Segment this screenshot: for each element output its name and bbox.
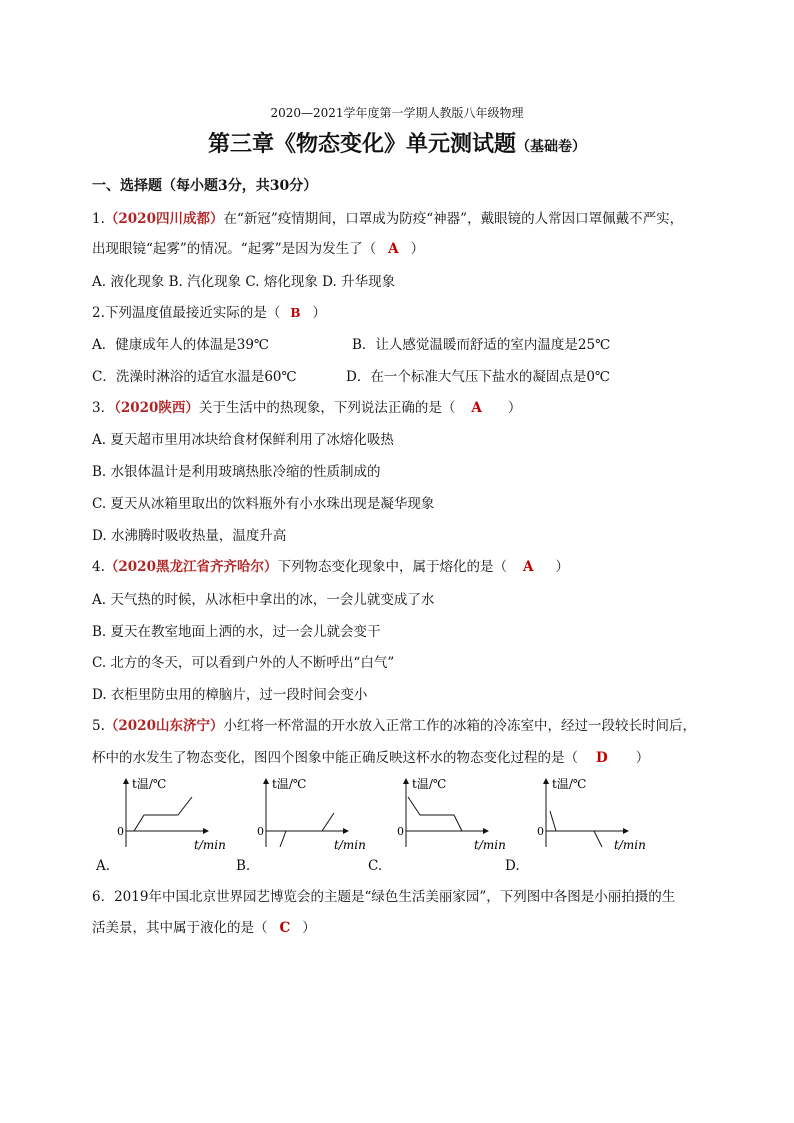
origin-label: 0	[117, 825, 124, 838]
page-title	[0, 131, 794, 157]
x-axis-label: t/min	[614, 838, 646, 850]
question-number: 3．	[92, 400, 115, 416]
question-source: （2020山东济宁）	[104, 718, 224, 734]
answer-mark: A	[522, 559, 534, 575]
answer-mark: D	[596, 750, 608, 766]
question-2-option-c: C．洗澡时淋浴的适宜水温是60℃	[92, 369, 297, 385]
question-stem: 小红将一杯常温的开水放入正常工作的冰箱的冷冻室中，经过一段较长时间后，	[223, 718, 696, 734]
question-6-line-1: 6．2019年中国北京世界园艺博览会的主题是“绿色生活美丽家园”，下列图中各图是小丽拍摄的生	[92, 889, 676, 905]
curve	[408, 797, 462, 831]
question-stem: 在“新冠”疫情期间，口罩成为防疫“神器”，戴眼镜的人常因口罩佩戴不严实，	[223, 211, 684, 227]
answer-mark: B	[290, 306, 301, 320]
question-stem: 2.下列温度值最接近实际的是（	[92, 305, 281, 321]
curve	[280, 813, 334, 847]
question-6-line-2	[92, 918, 316, 938]
question-4-option-d: D. 衣柜里防虫用的樟脑片，过一段时间会变小	[92, 687, 368, 703]
question-4-option-a: A. 天气热的时候，从冰柜中拿出的冰，一会儿就变成了水	[92, 592, 435, 608]
question-stem-end: ）	[410, 241, 425, 257]
x-axis-label: t/min	[194, 838, 226, 850]
question-3-option-c: C. 夏天从冰箱里取出的饮料瓶外有小水珠出现是凝华现象	[92, 496, 435, 512]
question-1-line-2	[92, 239, 424, 259]
curve	[134, 797, 192, 831]
question-number: 5.	[92, 718, 105, 734]
question-2-option-b: B．让人感觉温暖而舒适的室内温度是25℃	[352, 337, 611, 353]
question-2-stem	[92, 303, 326, 323]
question-1-options: A. 液化现象 B. 汽化现象 C. 熔化现象 D. 升华现象	[92, 274, 396, 290]
graph-label-d: D.	[505, 858, 520, 874]
question-stem: 杯中的水发生了物态变化，图四个图象中能正确反映这杯水的物态变化过程的是（	[92, 750, 578, 766]
question-stem-end: ）	[555, 559, 569, 575]
question-3-stem	[92, 398, 521, 418]
y-axis-label: t温/℃	[552, 777, 587, 791]
question-5-line-2	[92, 748, 649, 768]
y-axis-label: t温/℃	[272, 777, 307, 791]
graph-b	[252, 775, 382, 850]
answer-mark: A	[471, 400, 482, 416]
question-4-option-b: B. 夏天在教室地面上洒的水，过一会儿就会变干	[92, 624, 381, 640]
question-source: （2020四川成都）	[104, 211, 224, 227]
question-stem: 出现眼镜“起雾”的情况。“起雾”是因为发生了（	[92, 241, 377, 257]
question-3-option-b: B. 水银体温计是利用玻璃热胀冷缩的性质制成的	[92, 464, 381, 480]
origin-label: 0	[537, 825, 544, 838]
question-3-option-d: D. 水沸腾时吸收热量，温度升高	[92, 528, 287, 544]
graph-a	[112, 775, 242, 850]
question-number: 1.	[92, 211, 105, 227]
question-4-stem	[92, 557, 569, 577]
question-source: （2020陕西）	[114, 400, 199, 416]
answer-mark: A	[388, 241, 399, 257]
section-heading: 一、选择题（每小题3分，共30分）	[92, 178, 318, 194]
question-source: （2020黑龙江省齐齐哈尔）	[104, 559, 278, 575]
question-3-option-a: A. 夏天超市里用冰块给食材保鲜利用了冰熔化吸热	[92, 432, 394, 448]
document-header-line: 2020—2021学年度第一学期人教版八年级物理	[270, 106, 524, 120]
question-number: 4.	[92, 559, 105, 575]
graph-label-c: C.	[368, 858, 383, 874]
question-stem: 下列物态变化现象中，属于熔化的是（	[277, 559, 507, 575]
question-5-line-1	[92, 716, 696, 736]
x-axis-label: t/min	[334, 838, 366, 850]
question-stem-end: ）	[312, 305, 327, 321]
title-main: 第三章《物态变化》单元测试题	[207, 131, 516, 157]
question-2-option-d: D．在一个标准大气压下盐水的凝固点是0℃	[346, 369, 611, 385]
y-axis-label: t温/℃	[412, 777, 447, 791]
question-1-line-1	[92, 209, 683, 229]
graph-label-b: B.	[236, 858, 251, 874]
origin-label: 0	[397, 825, 404, 838]
answer-mark: C	[279, 920, 291, 936]
question-stem: 关于生活中的热现象，下列说法正确的是（	[198, 400, 456, 416]
question-2-option-a: A．健康成年人的体温是39℃	[92, 337, 270, 353]
origin-label: 0	[257, 825, 264, 838]
question-stem: 活美景，其中属于液化的是（	[92, 920, 268, 936]
question-stem-end: ）	[507, 400, 522, 416]
question-stem-end: ）	[635, 750, 650, 766]
x-axis-label: t/min	[474, 838, 506, 850]
curve	[550, 811, 556, 831]
graph-d	[532, 775, 662, 850]
graph-c	[392, 775, 522, 850]
question-4-option-c: C. 北方的冬天，可以看到户外的人不断呼出“白气”	[92, 655, 395, 671]
curve	[594, 831, 602, 847]
y-axis-label: t温/℃	[132, 777, 167, 791]
title-subtitle: （基础卷）	[516, 139, 586, 155]
question-stem-end: ）	[302, 920, 316, 936]
graph-label-a: A.	[96, 858, 111, 874]
